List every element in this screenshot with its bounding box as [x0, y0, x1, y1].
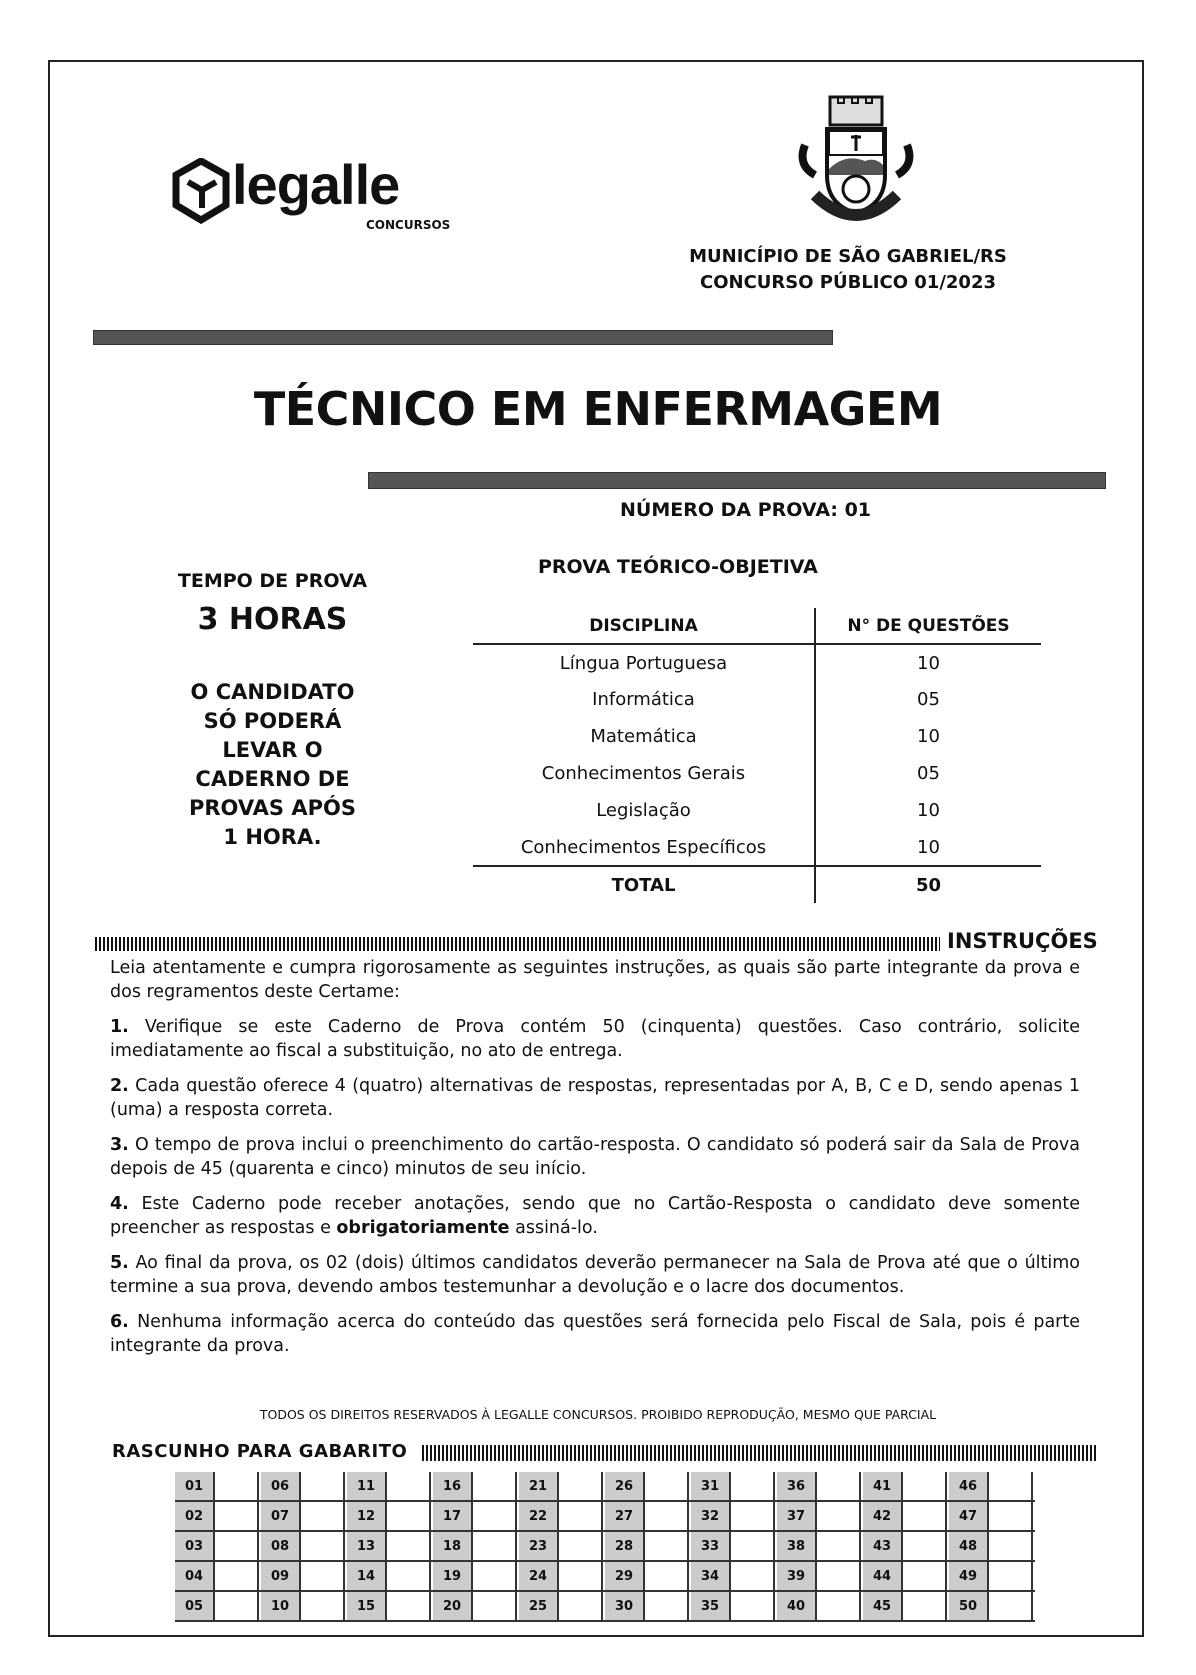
answer-blank[interactable]: [559, 1562, 603, 1590]
question-number: 25: [519, 1592, 559, 1620]
cell: 10: [917, 800, 940, 821]
item-number: 1.: [110, 1017, 129, 1037]
cell: Informática: [473, 681, 815, 718]
table-row: [473, 718, 1041, 755]
item-bold: obrigatoriamente: [336, 1218, 510, 1238]
logo-subtitle: CONCURSOS: [366, 218, 451, 232]
grid-column: [347, 1472, 433, 1622]
answer-cell[interactable]: [519, 1502, 605, 1532]
answer-blank[interactable]: [215, 1532, 259, 1560]
aviso-line: PROVAS APÓS: [189, 796, 356, 820]
question-number: 20: [433, 1592, 473, 1620]
instruction-item: [110, 1310, 1080, 1358]
question-number: 49: [949, 1562, 989, 1590]
answer-cell[interactable]: [347, 1562, 433, 1592]
answer-cell[interactable]: [347, 1532, 433, 1562]
question-number: 24: [519, 1562, 559, 1590]
municipio-label: MUNICÍPIO DE SÃO GABRIEL/RS: [689, 246, 1007, 267]
answer-blank[interactable]: [301, 1562, 345, 1590]
barcode-decoration: [95, 937, 940, 951]
question-number: 19: [433, 1562, 473, 1590]
item-number: 6.: [110, 1312, 129, 1332]
answer-cell[interactable]: [433, 1502, 519, 1532]
question-number: 44: [863, 1562, 903, 1590]
item-number: 3.: [110, 1135, 129, 1155]
answer-blank[interactable]: [731, 1502, 775, 1530]
answer-cell[interactable]: [605, 1592, 691, 1622]
municipal-crest-icon: [795, 95, 917, 227]
question-number: 17: [433, 1502, 473, 1530]
answer-cell[interactable]: [691, 1562, 777, 1592]
question-number: 50: [949, 1592, 989, 1620]
question-number: 28: [605, 1532, 645, 1560]
answer-blank[interactable]: [903, 1472, 947, 1500]
answer-blank[interactable]: [645, 1472, 689, 1500]
instruction-item: [110, 1192, 1080, 1240]
answer-cell[interactable]: [777, 1592, 863, 1622]
question-number: 38: [777, 1532, 817, 1560]
answer-blank[interactable]: [817, 1592, 861, 1620]
question-number: 48: [949, 1532, 989, 1560]
answer-blank[interactable]: [473, 1562, 517, 1590]
answer-blank[interactable]: [301, 1502, 345, 1530]
question-number: 02: [175, 1502, 215, 1530]
answer-blank[interactable]: [559, 1592, 603, 1620]
grid-column: [777, 1472, 863, 1622]
prova-tipo: PROVA TEÓRICO-OBJETIVA: [538, 556, 818, 578]
answer-cell[interactable]: [261, 1532, 347, 1562]
col-header: N° DE QUESTÕES: [815, 608, 1041, 644]
legalle-logo-icon: [172, 158, 230, 224]
question-number: 01: [175, 1472, 215, 1500]
question-number: 42: [863, 1502, 903, 1530]
cell: Legislação: [473, 792, 815, 829]
barcode-decoration: [422, 1445, 1098, 1461]
answer-blank[interactable]: [215, 1502, 259, 1530]
question-number: 22: [519, 1502, 559, 1530]
answer-cell[interactable]: [691, 1472, 777, 1502]
question-number: 39: [777, 1562, 817, 1590]
grid-column: [433, 1472, 519, 1622]
answer-blank[interactable]: [301, 1472, 345, 1500]
answer-cell[interactable]: [949, 1472, 1035, 1502]
aviso-line: 1 HORA.: [223, 825, 322, 849]
page-title: TÉCNICO EM ENFERMAGEM: [253, 382, 943, 436]
answer-cell[interactable]: [261, 1502, 347, 1532]
answer-cell[interactable]: [949, 1532, 1035, 1562]
answer-cell[interactable]: [261, 1472, 347, 1502]
answer-blank[interactable]: [645, 1562, 689, 1590]
answer-blank[interactable]: [817, 1502, 861, 1530]
question-number: 23: [519, 1532, 559, 1560]
question-number: 13: [347, 1532, 387, 1560]
question-number: 14: [347, 1562, 387, 1590]
answer-cell[interactable]: [605, 1532, 691, 1562]
aviso-line: SÓ PODERÁ: [203, 709, 342, 733]
answer-blank[interactable]: [387, 1532, 431, 1560]
answer-cell[interactable]: [519, 1562, 605, 1592]
question-number: 09: [261, 1562, 301, 1590]
answer-cell[interactable]: [261, 1562, 347, 1592]
cell: TOTAL: [473, 866, 815, 903]
answer-blank[interactable]: [215, 1592, 259, 1620]
answer-blank[interactable]: [387, 1562, 431, 1590]
item-text: assiná-lo.: [509, 1218, 598, 1238]
instructions-intro: Leia atentamente e cumpra rigorosamente as seguintes instruções, as quais são parte integrante da prova e dos regramentos deste Certame:: [110, 958, 1080, 1002]
answer-cell[interactable]: [175, 1562, 261, 1592]
question-number: 29: [605, 1562, 645, 1590]
answer-blank[interactable]: [387, 1502, 431, 1530]
instruction-item: [110, 1251, 1080, 1299]
item-number: 5.: [110, 1253, 129, 1273]
answer-blank[interactable]: [645, 1502, 689, 1530]
question-number: 21: [519, 1472, 559, 1500]
grid-column: [605, 1472, 691, 1622]
answer-cell[interactable]: [433, 1532, 519, 1562]
question-number: 41: [863, 1472, 903, 1500]
item-text: Verifique se este Caderno de Prova contém 50 (cinquenta) questões. Caso contrário, solicite imediatamente ao fiscal a substituição, no ato de entrega.: [110, 1017, 1080, 1061]
answer-cell[interactable]: [519, 1592, 605, 1622]
item-number: 4.: [110, 1194, 129, 1214]
question-number: 36: [777, 1472, 817, 1500]
aviso-line: LEVAR O: [222, 738, 323, 762]
answer-cell[interactable]: [347, 1592, 433, 1622]
item-number: 2.: [110, 1076, 129, 1096]
answer-blank[interactable]: [903, 1592, 947, 1620]
answer-cell[interactable]: [519, 1472, 605, 1502]
question-number: 45: [863, 1592, 903, 1620]
answer-cell[interactable]: [433, 1592, 519, 1622]
instruction-item: [110, 1133, 1080, 1181]
cell: 05: [917, 763, 940, 784]
numero-prova: NÚMERO DA PROVA: 01: [620, 499, 872, 521]
answer-blank[interactable]: [473, 1472, 517, 1500]
answer-blank[interactable]: [473, 1592, 517, 1620]
answer-blank[interactable]: [387, 1592, 431, 1620]
question-number: 06: [261, 1472, 301, 1500]
answer-blank[interactable]: [559, 1502, 603, 1530]
answer-blank[interactable]: [989, 1562, 1033, 1590]
item-text: Nenhuma informação acerca do conteúdo das questões será fornecida pelo Fiscal de Sala, pois é parte integrante da prova.: [110, 1312, 1080, 1356]
answer-blank[interactable]: [473, 1532, 517, 1560]
cell: 10: [917, 836, 940, 858]
answer-cell[interactable]: [433, 1472, 519, 1502]
answer-blank[interactable]: [903, 1562, 947, 1590]
question-number: 03: [175, 1532, 215, 1560]
answer-blank[interactable]: [645, 1592, 689, 1620]
answer-cell[interactable]: [433, 1562, 519, 1592]
question-number: 12: [347, 1502, 387, 1530]
answer-cell[interactable]: [519, 1532, 605, 1562]
question-number: 33: [691, 1532, 731, 1560]
col-header: DISCIPLINA: [473, 608, 815, 644]
question-number: 34: [691, 1562, 731, 1590]
question-number: 35: [691, 1592, 731, 1620]
item-text: O tempo de prova inclui o preenchimento do cartão-resposta. O candidato só poderá sair da Sala de Prova depois de 45 (quarenta e cinco) minutos de seu início.: [110, 1135, 1080, 1179]
question-number: 05: [175, 1592, 215, 1620]
answer-blank[interactable]: [817, 1532, 861, 1560]
answer-blank[interactable]: [989, 1472, 1033, 1500]
question-number: 37: [777, 1502, 817, 1530]
answer-blank[interactable]: [817, 1472, 861, 1500]
grid-column: [691, 1472, 777, 1622]
answer-cell[interactable]: [175, 1502, 261, 1532]
answer-blank[interactable]: [989, 1502, 1033, 1530]
rascunho-label: RASCUNHO PARA GABARITO: [112, 1441, 408, 1462]
table-row: [473, 792, 1041, 829]
logo-text: legalle: [232, 153, 400, 216]
question-number: 40: [777, 1592, 817, 1620]
answer-blank[interactable]: [215, 1562, 259, 1590]
answer-cell[interactable]: [863, 1562, 949, 1592]
divider-bar: [93, 330, 833, 345]
answer-cell[interactable]: [347, 1472, 433, 1502]
question-number: 46: [949, 1472, 989, 1500]
question-number: 08: [261, 1532, 301, 1560]
cell: 10: [917, 726, 940, 747]
answer-blank[interactable]: [989, 1532, 1033, 1560]
table-row: [473, 829, 1041, 866]
tempo-label: TEMPO DE PROVA: [177, 570, 368, 592]
answer-cell[interactable]: [949, 1592, 1035, 1622]
question-number: 47: [949, 1502, 989, 1530]
item-text: Este Caderno pode receber anotações, sendo que no Cartão-Resposta o candidato deve somente preencher as respostas e: [110, 1194, 1080, 1238]
answer-blank[interactable]: [559, 1472, 603, 1500]
answer-blank[interactable]: [817, 1562, 861, 1590]
answer-cell[interactable]: [175, 1472, 261, 1502]
answer-blank[interactable]: [473, 1502, 517, 1530]
answer-blank[interactable]: [301, 1592, 345, 1620]
answer-cell[interactable]: [863, 1502, 949, 1532]
grid-column: [519, 1472, 605, 1622]
table-row: [473, 644, 1041, 681]
instruction-item: [110, 1015, 1080, 1063]
grid-column: [175, 1472, 261, 1622]
cell: 05: [917, 689, 940, 710]
instructions-heading: INSTRUÇÕES: [947, 929, 1098, 953]
answer-cell[interactable]: [175, 1532, 261, 1562]
answer-blank[interactable]: [731, 1472, 775, 1500]
answer-blank[interactable]: [301, 1532, 345, 1560]
instructions-body: [110, 956, 1080, 1369]
answer-cell[interactable]: [777, 1532, 863, 1562]
aviso-block: [140, 678, 405, 852]
question-number: 15: [347, 1592, 387, 1620]
answer-cell[interactable]: [777, 1472, 863, 1502]
answer-blank[interactable]: [731, 1592, 775, 1620]
copyright-footer: TODOS OS DIREITOS RESERVADOS À LEGALLE CONCURSOS. PROIBIDO REPRODUÇÃO, MESMO QUE PARCIAL: [259, 1407, 937, 1422]
answer-cell[interactable]: [949, 1562, 1035, 1592]
question-number: 11: [347, 1472, 387, 1500]
question-number: 43: [863, 1532, 903, 1560]
answer-cell[interactable]: [605, 1472, 691, 1502]
question-number: 27: [605, 1502, 645, 1530]
answer-cell[interactable]: [347, 1502, 433, 1532]
question-number: 16: [433, 1472, 473, 1500]
cell: Conhecimentos Específicos: [473, 829, 815, 866]
aviso-line: CADERNO DE: [195, 767, 350, 791]
disciplinas-table: [473, 608, 1041, 903]
grid-column: [261, 1472, 347, 1622]
grid-column: [863, 1472, 949, 1622]
instruction-item: [110, 1074, 1080, 1122]
answer-cell[interactable]: [261, 1592, 347, 1622]
answer-blank[interactable]: [731, 1532, 775, 1560]
answer-blank[interactable]: [559, 1532, 603, 1560]
answer-blank[interactable]: [215, 1472, 259, 1500]
question-number: 31: [691, 1472, 731, 1500]
divider-bar: [368, 472, 1106, 489]
answer-cell[interactable]: [691, 1532, 777, 1562]
cell: Conhecimentos Gerais: [473, 755, 815, 792]
answer-cell[interactable]: [949, 1502, 1035, 1532]
answer-blank[interactable]: [903, 1532, 947, 1560]
aviso-line: O CANDIDATO: [190, 680, 355, 704]
answer-blank[interactable]: [903, 1502, 947, 1530]
total-row: [473, 866, 1041, 903]
answer-blank[interactable]: [387, 1472, 431, 1500]
grid-column: [949, 1472, 1035, 1622]
answer-cell[interactable]: [605, 1562, 691, 1592]
question-number: 07: [261, 1502, 301, 1530]
answer-cell[interactable]: [777, 1562, 863, 1592]
tempo-value: 3 HORAS: [197, 602, 348, 637]
cell: 50: [815, 866, 1041, 903]
answer-blank[interactable]: [989, 1592, 1033, 1620]
cell: 10: [917, 652, 940, 674]
table-row: [473, 755, 1041, 792]
answer-blank[interactable]: [731, 1562, 775, 1590]
question-number: 18: [433, 1532, 473, 1560]
answer-cell[interactable]: [863, 1532, 949, 1562]
table-row: [473, 681, 1041, 718]
cell: Língua Portuguesa: [473, 644, 815, 681]
answer-cell[interactable]: [863, 1592, 949, 1622]
answer-blank[interactable]: [645, 1532, 689, 1560]
answer-cell[interactable]: [691, 1502, 777, 1532]
answer-cell[interactable]: [863, 1472, 949, 1502]
item-text: Ao final da prova, os 02 (dois) últimos candidatos deverão permanecer na Sala de Prova até que o último termine a sua prova, devendo ambos testemunhar a devolução e o lacre dos documentos.: [110, 1253, 1080, 1297]
cell: Matemática: [473, 718, 815, 755]
question-number: 26: [605, 1472, 645, 1500]
answer-cell[interactable]: [777, 1502, 863, 1532]
question-number: 32: [691, 1502, 731, 1530]
answer-cell[interactable]: [175, 1592, 261, 1622]
question-number: 30: [605, 1592, 645, 1620]
question-number: 10: [261, 1592, 301, 1620]
answer-cell[interactable]: [605, 1502, 691, 1532]
item-text: Cada questão oferece 4 (quatro) alternativas de respostas, representadas por A, B, C e D, sendo apenas 1 (uma) a resposta correta.: [110, 1076, 1080, 1120]
question-number: 04: [175, 1562, 215, 1590]
concurso-label: CONCURSO PÚBLICO 01/2023: [700, 272, 996, 293]
answer-cell[interactable]: [691, 1592, 777, 1622]
